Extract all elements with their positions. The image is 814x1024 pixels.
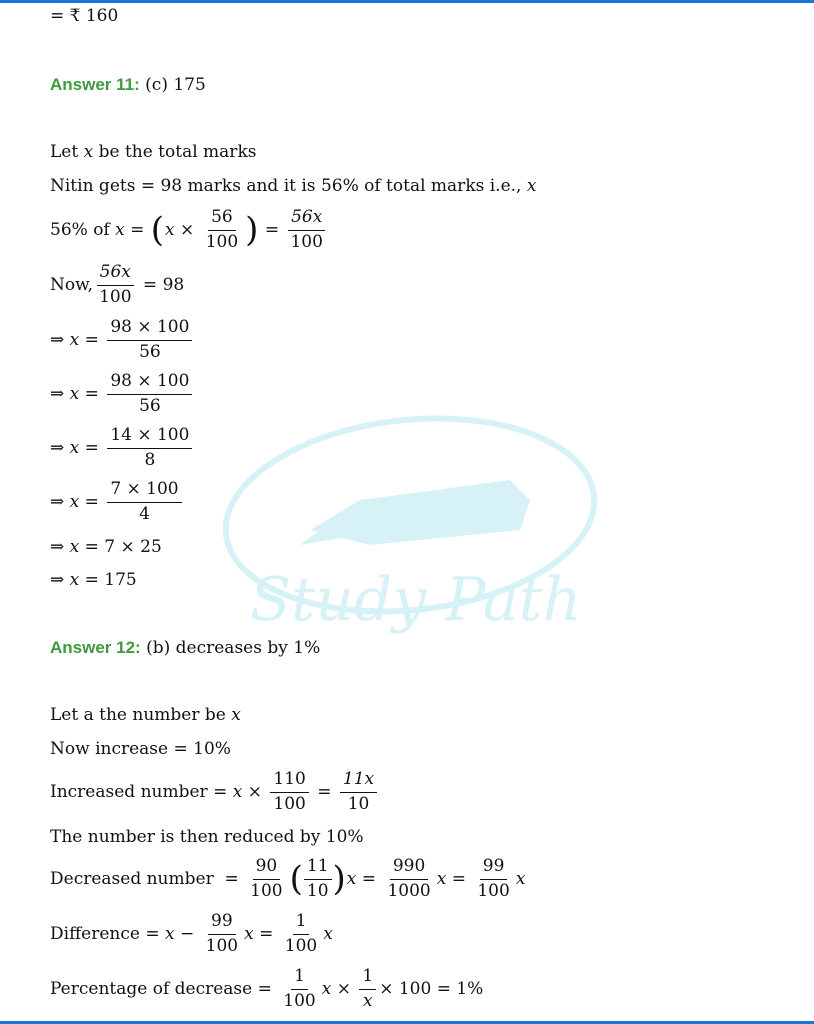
fraction: $\frac{56x}{100}$	[287, 208, 325, 252]
nitin-line: Nitin gets = 98 marks and it is 56% of total marks i.e., x	[50, 176, 537, 196]
fraction: $\frac{98 \times 100}{56}$	[107, 372, 192, 416]
fraction: $\frac{99}{100}$	[477, 856, 510, 901]
top-border	[0, 0, 814, 3]
answer-12-option: (b) decreases by 1%	[146, 638, 321, 658]
fraction: $\frac{1}{100}$	[283, 966, 316, 1011]
prev-answer-line: = ₹ 160	[50, 6, 119, 26]
answer-12-label: Answer 12:	[50, 638, 141, 657]
fraction: $\frac{7 \times 100}{4}$	[107, 480, 181, 524]
increased-number-line: Increased number = x × $\frac{110}{100}$ = $\frac{11x}{10}$	[50, 770, 380, 814]
step-2: ⇒ x = $\frac{98 \times 100}{56}$	[50, 372, 195, 416]
percentage-decrease-line: Percentage of decrease = $\frac{1}{100}$ x × $\frac{1}{x}$ × 100 = 1%	[50, 966, 484, 1011]
step-1: ⇒ x = $\frac{98 \times 100}{56}$	[50, 318, 195, 362]
now-increase-line: Now increase = 10%	[50, 739, 231, 759]
fountain-pen-icon	[300, 480, 530, 545]
step-5: ⇒ x = 7 × 25	[50, 537, 162, 557]
fraction: $\frac{56x}{100}$	[96, 263, 134, 307]
answer-11-option: (c) 175	[145, 75, 206, 95]
fraction: $\frac{99}{100}$	[205, 911, 239, 956]
fraction: $\frac{110}{100}$	[270, 770, 308, 814]
fraction: $\frac{98 \times 100}{56}$	[107, 318, 192, 362]
eq-56-percent-of-x: 56% of x = ( x × $\frac{56}{100}$ ) = $\frac{56x}{100}$	[50, 208, 329, 252]
now-equation: Now, $\frac{56x}{100}$ = 98	[50, 262, 185, 307]
fraction: $\frac{11}{10}$	[304, 857, 332, 901]
step-6: ⇒ x = 175	[50, 570, 137, 590]
answer-11-heading	[50, 75, 206, 95]
answer-12-heading	[50, 638, 320, 658]
answer-11-label: Answer 11:	[50, 75, 140, 94]
fraction: $\frac{1}{100}$	[284, 911, 318, 956]
right-paren: )	[332, 859, 346, 900]
watermark	[210, 405, 610, 655]
fraction: $\frac{11x}{10}$	[340, 770, 377, 814]
fraction: $\frac{990}{1000}$	[387, 856, 431, 901]
fraction: $\frac{1}{x}$	[359, 967, 376, 1011]
difference-line: Difference = x − $\frac{99}{100}$ x = $\frac{1}{100}$ x	[50, 911, 333, 956]
fraction: $\frac{14 \times 100}{8}$	[107, 426, 192, 470]
fraction: $\frac{90}{100}$	[250, 856, 283, 901]
fraction: $\frac{56}{100}$	[205, 207, 239, 252]
let-x-total-line: Let x be the total marks	[50, 142, 257, 162]
left-paren: (	[289, 859, 303, 900]
step-4: ⇒ x = $\frac{7 \times 100}{4}$	[50, 480, 185, 524]
right-paren: )	[245, 210, 259, 251]
decreased-number-line: Decreased number = $\frac{90}{100}$ ( $\frac{11}{10}$ ) x = $\frac{990}{1000}$ x = $\frac{99}{100}$ x	[50, 856, 526, 901]
left-paren: (	[150, 210, 165, 251]
step-3: ⇒ x = $\frac{14 \times 100}{8}$	[50, 426, 195, 470]
watermark-text: Study Path	[250, 565, 582, 635]
let-number-line: Let a the number be x	[50, 705, 241, 725]
reduced-line: The number is then reduced by 10%	[50, 827, 364, 847]
